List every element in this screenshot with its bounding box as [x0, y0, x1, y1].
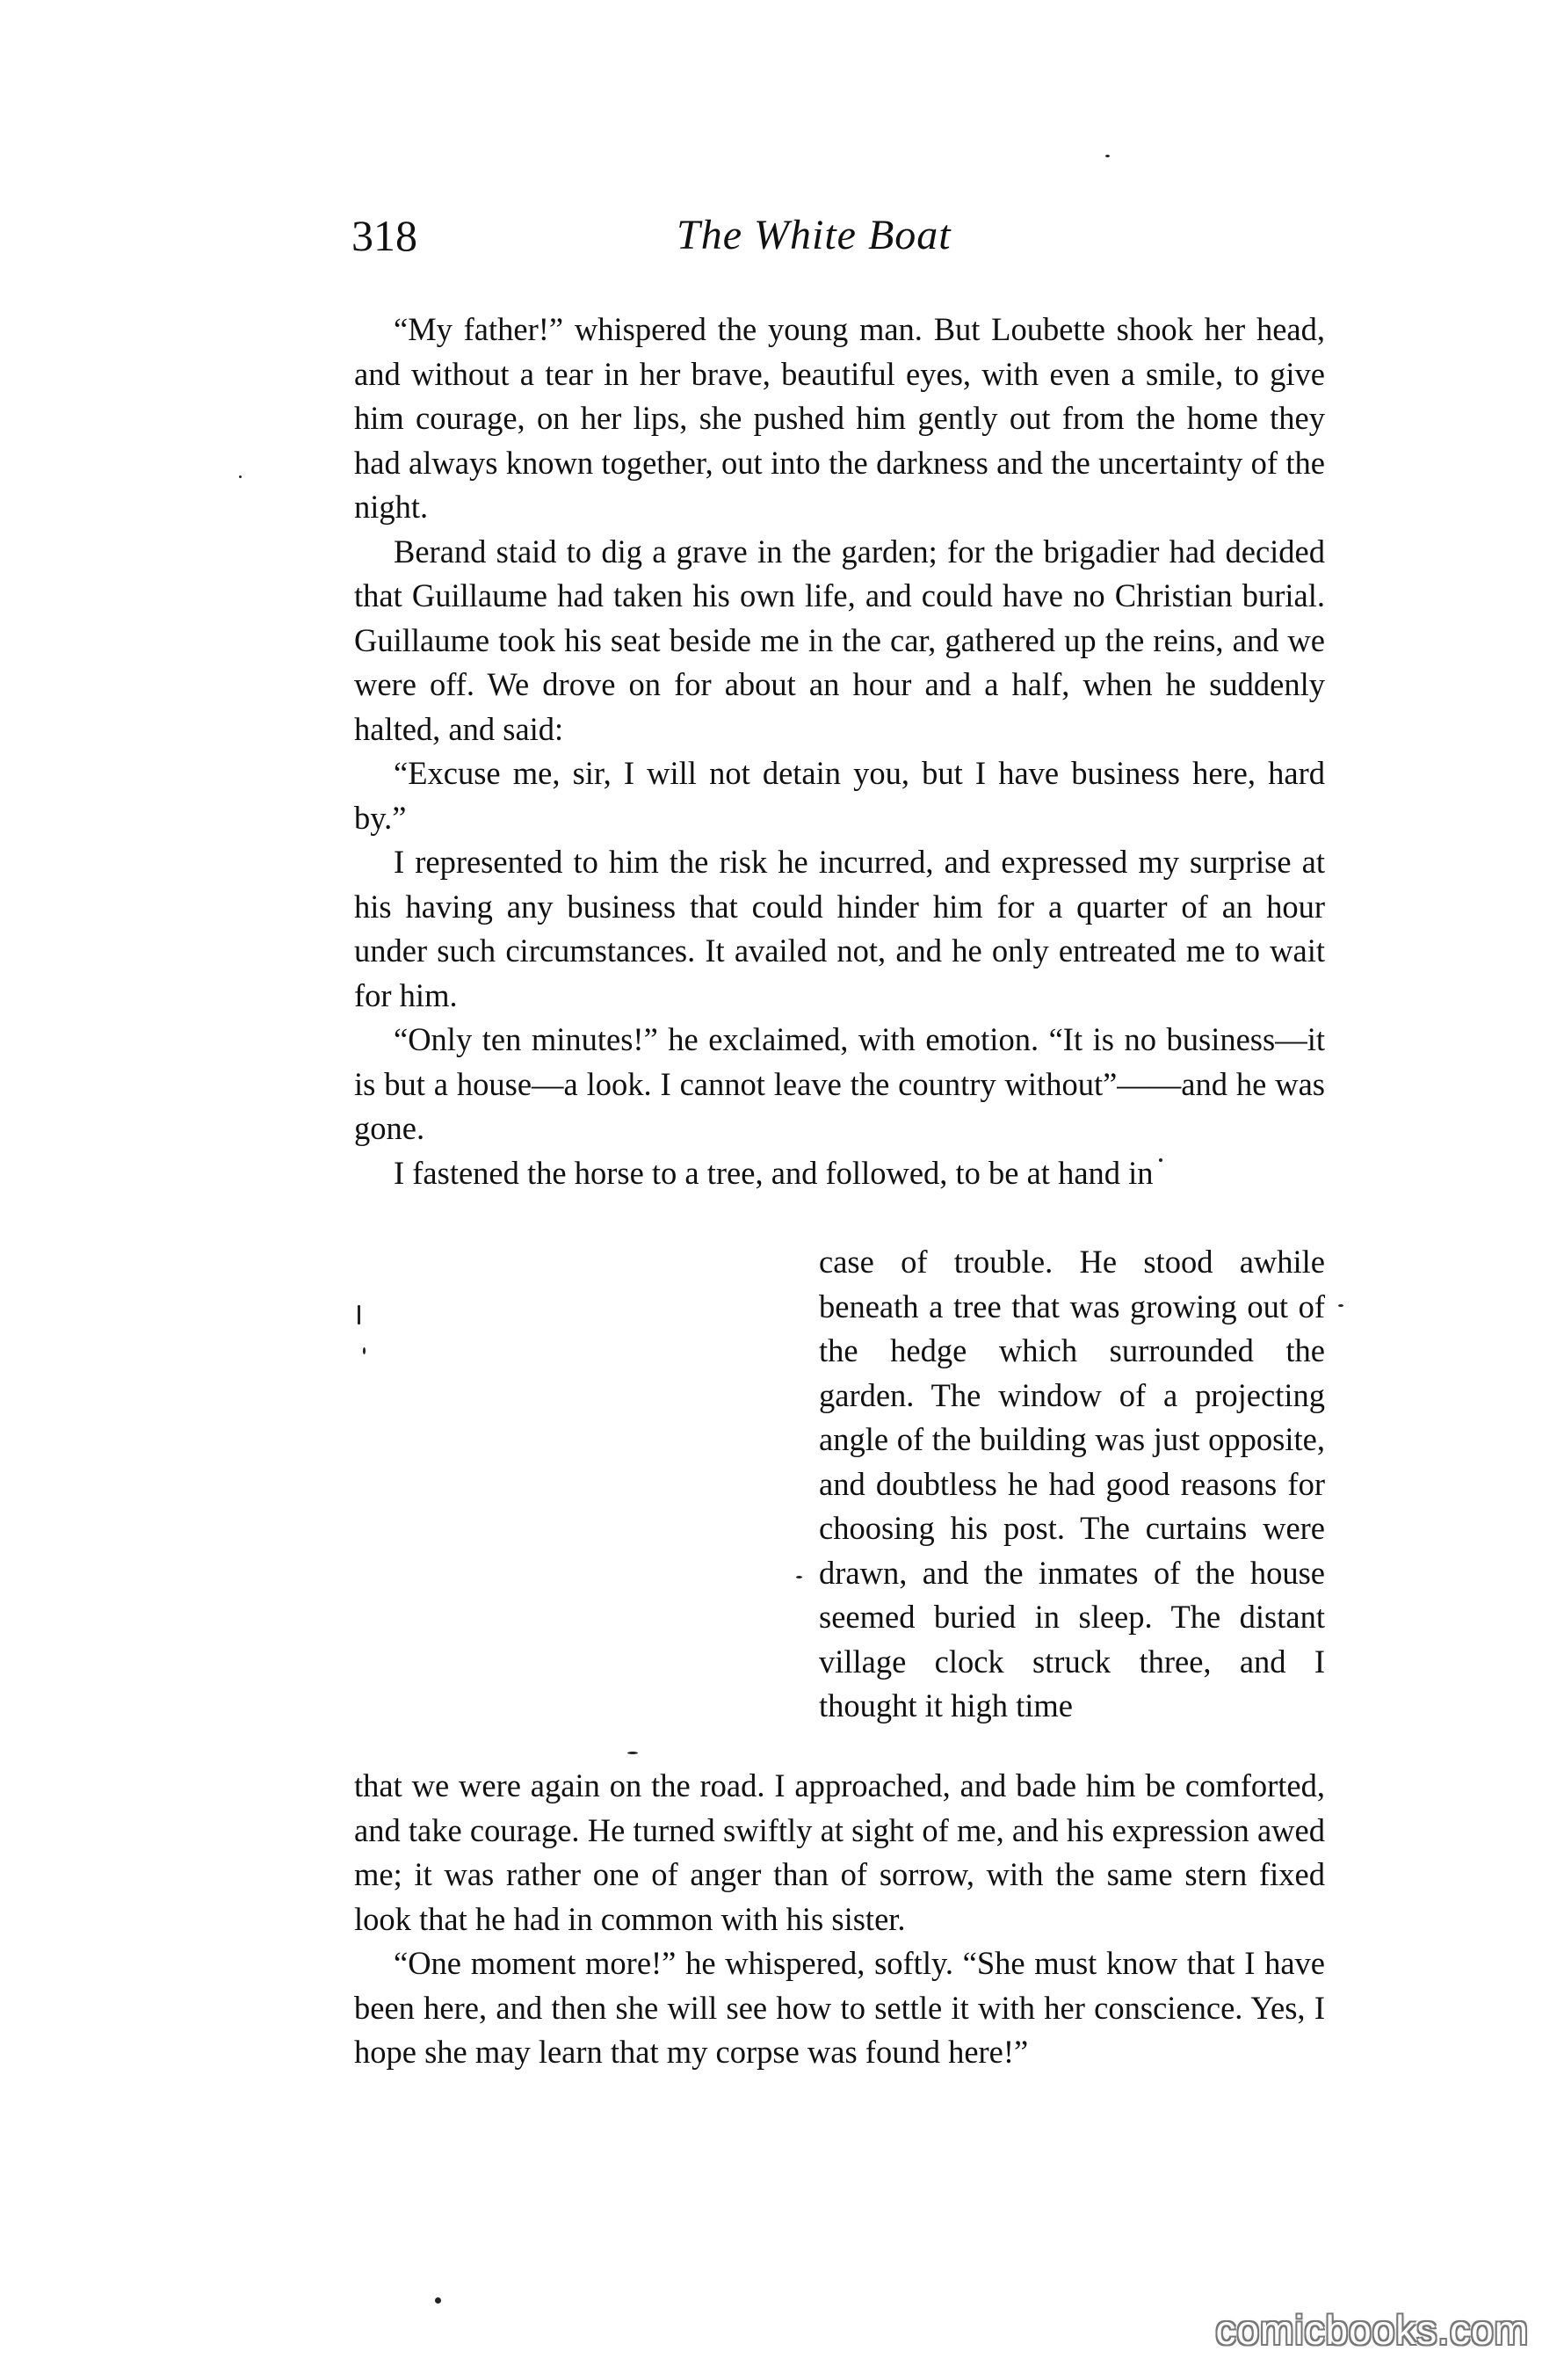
text-block-narrow [819, 1240, 1325, 1729]
watermark: comicbooks.com [1215, 2307, 1529, 2353]
text-block-top [354, 308, 1325, 1195]
paragraph-continued: that we were again on the road. I approached, and bade him be comforted, and take courage. He turned swiftly at sight of me, and his expression awed me; it was rather one of anger than of sorrow, with the same stern fixed look that he had in common with his sister. [354, 1767, 1325, 1937]
page-number: 318 [351, 211, 417, 260]
paragraph: “One moment more!” he whispered, softly. “She must know that I have been here, and then she will see how to settle it with her conscience. Yes, I hope she may learn that my corpse was found here!” [354, 1945, 1325, 2070]
running-title: The White Boat [677, 212, 952, 258]
paragraph: “Excuse me, sir, I will not detain you, but I have business here, hard by.” [354, 755, 1325, 836]
paragraph: “Only ten minutes!” he exclaimed, with emotion. “It is no business—it is but a house—a look. I cannot leave the country without”——and he was gone. [354, 1021, 1325, 1146]
paragraph-narrow: case of trouble. He stood awhile beneath a tree that was growing out of the hedge which surrounded the garden. The window of a projecting angle of the building was just opposite, and doubtless he had good reasons for choosing his post. The curtains were drawn, and the inmates of the house seemed buried in sleep. The distant village clock struck three, and I thought it high time [819, 1244, 1325, 1723]
paragraph: “My father!” whispered the young man. But Loubette shook her head, and without a tear in her brave, beautiful eyes, with even a smile, to give him courage, on her lips, she pushed him gently out from the home they had always known together, out into the darkness and the uncertainty of the night. [354, 311, 1325, 525]
paragraph: I represented to him the risk he incurred, and expressed my surprise at his having any business that could hinder him for a quarter of an hour under such circumstances. It availed not, and he only entreated me to wait for him. [354, 844, 1325, 1013]
paragraph: Berand staid to dig a grave in the garden; for the brigadier had decided that Guillaume had taken his own life, and could have no Christian burial. Guillaume took his seat beside me in the car, gathered up the reins, and we were off. We drove on for about an hour and a half, when he suddenly halted, and said: [354, 533, 1325, 747]
text-block-bottom [354, 1764, 1325, 2075]
paragraph: I fastened the horse to a tree, and followed, to be at hand in [394, 1154, 1154, 1191]
